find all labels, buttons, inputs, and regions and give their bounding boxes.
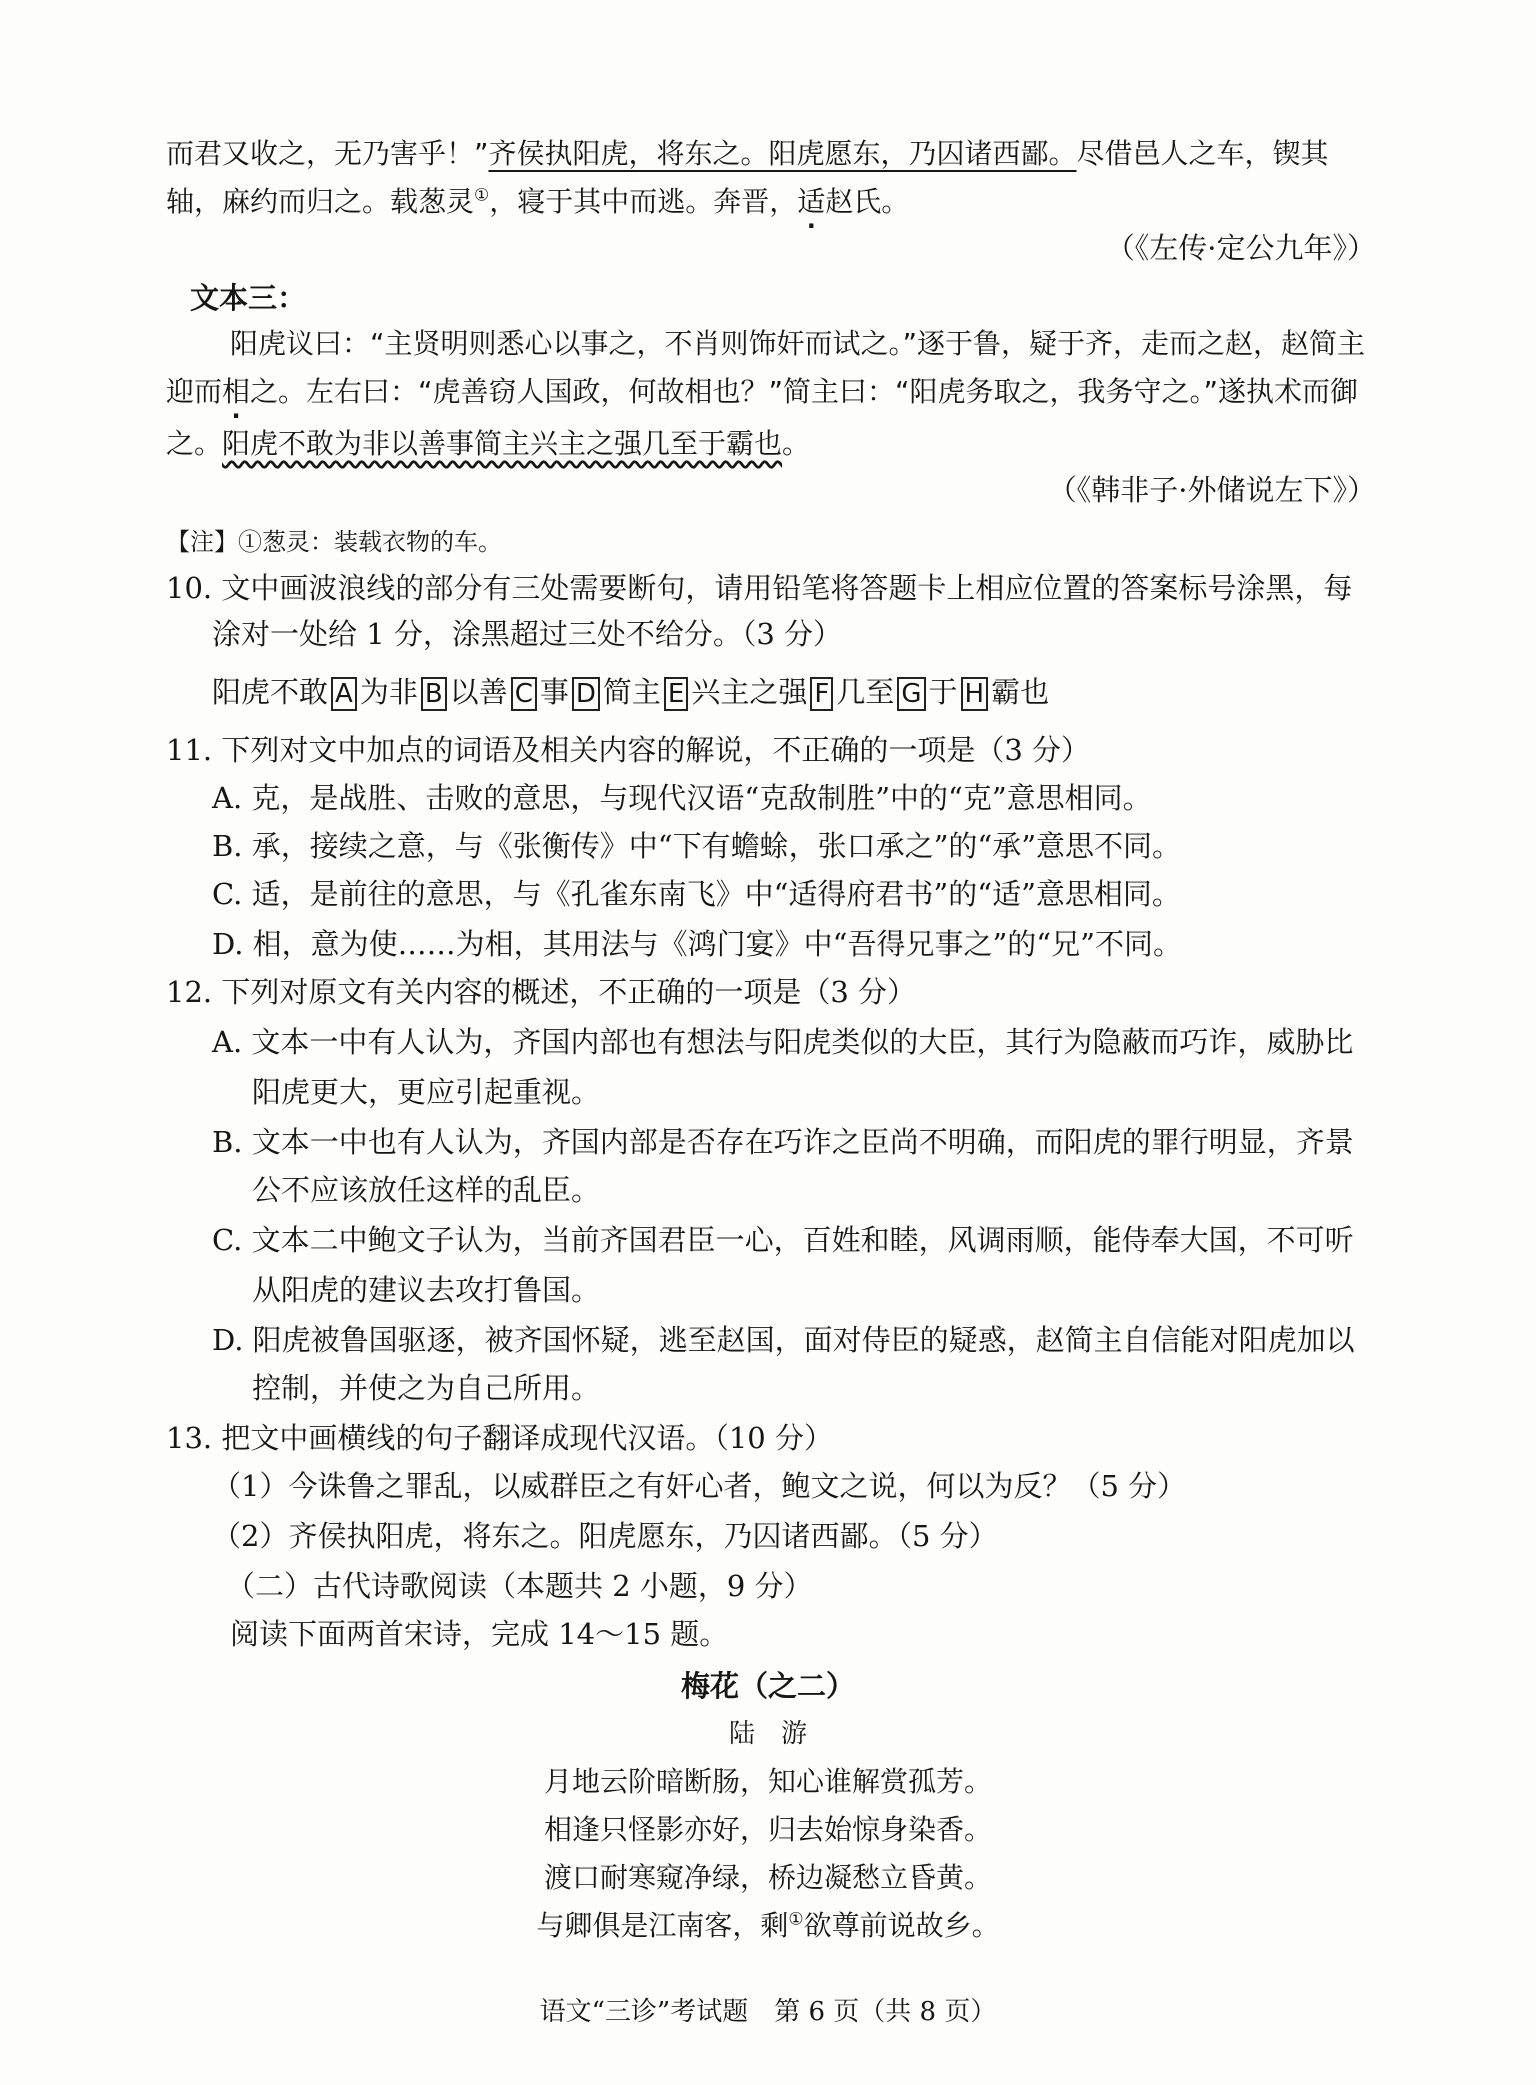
q12-option-d-2: 控制，并使之为自己所用。 <box>252 1371 601 1405</box>
q13-sub-2: （2）齐侯执阳虎，将东之。阳虎愿东，乃囚诸西鄙。（5 分） <box>212 1519 998 1553</box>
q11-option-b: B. 承，接续之意，与《张衡传》中“下有蟾蜍，张口承之”的“承”意思不同。 <box>212 829 1182 863</box>
poem-line-2: 相逢只怪影亦好，归去始惊身染香。 <box>543 1813 992 1846</box>
q11-option-c: C. 适，是前往的意思，与《孔雀东南飞》中“适得府君书”的“适”意思相同。 <box>212 877 1181 911</box>
q13-stem: 13. 把文中画横线的句子翻译成现代汉语。（10 分） <box>166 1421 833 1455</box>
text3-heading: 文本三： <box>190 281 307 315</box>
answer-box-b[interactable]: B <box>421 677 447 711</box>
poem-line-3: 渡口耐寒窥净绿，桥边凝愁立昏黄。 <box>543 1861 992 1894</box>
q11-stem: 11. 下列对文中加点的词语及相关内容的解说，不正确的一项是（3 分） <box>166 733 1091 767</box>
q12-option-c-1: C. 文本二中鲍文子认为，当前齐国君臣一心，百姓和睦，风调雨顺，能侍奉大国，不可听 <box>212 1223 1354 1257</box>
poem-title: 梅花（之二） <box>680 1669 855 1703</box>
page-footer: 语文“三诊”考试题 第 6 页（共 8 页） <box>539 1997 997 2027</box>
poetry-instruction: 阅读下面两首宋诗，完成 14～15 题。 <box>230 1617 729 1651</box>
q11-option-a: A. 克，是战胜、击败的意思，与现代汉语“克敌制胜”中的“克”意思相同。 <box>212 781 1152 815</box>
q12-option-c-2: 从阳虎的建议去攻打鲁国。 <box>252 1273 601 1307</box>
answer-box-d[interactable]: D <box>572 677 600 711</box>
answer-box-a[interactable]: A <box>331 677 357 711</box>
answer-box-h[interactable]: H <box>961 677 989 711</box>
q10-stem-2: 涂对一处给 1 分，涂黑超过三处不给分。（3 分） <box>212 617 843 651</box>
q12-option-a-2: 阳虎更大，更应引起重视。 <box>252 1075 601 1109</box>
poem-line-1: 月地云阶暗断肠，知心谁解赏孤芳。 <box>543 1765 992 1798</box>
q12-option-a-1: A. 文本一中有人认为，齐国内部也有想法与阳虎类似的大臣，其行为隐蔽而巧诈，威胁比 <box>212 1025 1354 1059</box>
q12-option-b-1: B. 文本一中也有人认为，齐国内部是否存在巧诈之臣尚不明确，而阳虎的罪行明显，齐景 <box>212 1125 1354 1159</box>
q12-option-d-1: D. 阳虎被鲁国驱逐，被齐国怀疑，逃至赵国，面对侍臣的疑惑，赵简主自信能对阳虎加以 <box>212 1323 1355 1357</box>
text2-source: （《左传·定公九年》） <box>1105 231 1376 265</box>
poem-line-4: 与卿俱是江南客，剩①欲尊前说故乡。 <box>536 1909 1000 1942</box>
q13-sub-1: （1）今诛鲁之罪乱，以威群臣之有奸心者，鲍文之说，何以为反？（5 分） <box>212 1469 1187 1503</box>
q12-stem: 12. 下列对原文有关内容的概述，不正确的一项是（3 分） <box>166 975 917 1009</box>
answer-box-e[interactable]: E <box>664 677 688 711</box>
text2-line-1: 而君又收之，无乃害乎！”齐侯执阳虎，将东之。阳虎愿东，乃囚诸西鄙。尽借邑人之车，锲其 <box>166 137 1329 170</box>
q12-option-b-2: 公不应该放任这样的乱臣。 <box>252 1173 601 1207</box>
poem-author: 陆 游 <box>728 1719 807 1749</box>
text3-line-1: 阳虎议曰：“主贤明则悉心以事之，不肖则饰奸而试之。”逐于鲁，疑于齐，走而之赵，赵简主 <box>230 327 1366 360</box>
footnote: 【注】①葱灵：装载衣物的车。 <box>166 528 502 556</box>
dotted-word: 相 <box>222 375 251 408</box>
wavy-underlined-sentence: 阳虎不敢为非以善事简主兴主之强几至于霸也 <box>222 427 783 460</box>
answer-box-g[interactable]: G <box>897 677 925 711</box>
text3-line-3: 之。阳虎不敢为非以善事简主兴主之强几至于霸也。 <box>166 427 811 460</box>
q10-options: 阳虎不敢 A 为非 B 以善 C 事 D 简主 E 兴主之强 F 几至 G 于 H 霸也 <box>212 675 1050 709</box>
poetry-section-heading: （二）古代诗歌阅读（本题共 2 小题，9 分） <box>226 1569 813 1603</box>
answer-box-f[interactable]: F <box>810 677 833 711</box>
q11-option-d: D. 相，意为使……为相，其用法与《鸿门宴》中“吾得兄事之”的“兄”不同。 <box>212 927 1182 961</box>
answer-box-c[interactable]: C <box>511 677 537 711</box>
text3-line-2: 迎而相之。左右曰：“虎善窃人国政，何故相也？”简主曰：“阳虎务取之，我务守之。”遂执术而御 <box>166 375 1359 408</box>
underlined-sentence: 齐侯执阳虎，将东之。阳虎愿东，乃囚诸西鄙。 <box>488 137 1077 170</box>
text3-source: （《韩非子·外储说左下》） <box>1047 473 1376 507</box>
q10-stem-1: 10. 文中画波浪线的部分有三处需要断句，请用铅笔将答题卡上相应位置的答案标号涂黑，每 <box>166 571 1353 605</box>
text2-line-2: 轴，麻约而归之。载葱灵①，寝于其中而逃。奔晋，适赵氏。 <box>166 185 910 218</box>
dotted-word: 适 <box>797 185 826 218</box>
